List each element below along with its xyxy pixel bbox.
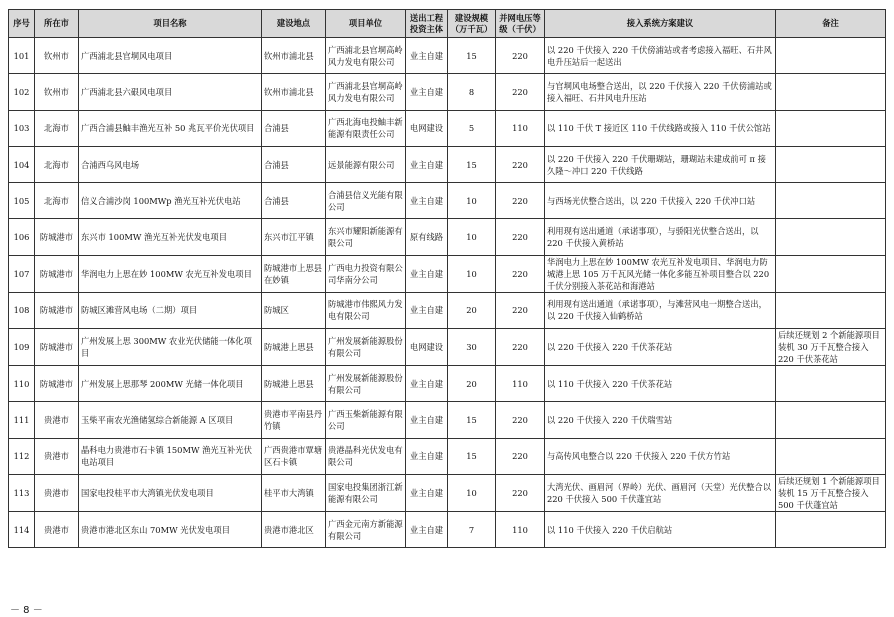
cell-location: 合浦县 — [262, 183, 326, 219]
cell-company: 广西电力投资有限公司华南分公司 — [326, 255, 406, 292]
cell-index: 109 — [9, 329, 35, 366]
cell-company: 合浦县信义光能有限公司 — [326, 183, 406, 219]
table-row — [9, 402, 886, 438]
cell-city: 防城港市 — [35, 329, 79, 366]
cell-city: 防城港市 — [35, 255, 79, 292]
table-row — [9, 110, 886, 146]
column-header: 项目名称 — [79, 10, 262, 38]
cell-scheme: 以 220 千伏接入 220 千伏瑞雪站 — [545, 402, 776, 438]
cell-index: 112 — [9, 438, 35, 474]
cell-location: 钦州市浦北县 — [262, 38, 326, 74]
cell-investor: 业主自建 — [406, 146, 448, 182]
cell-investor: 电网建设 — [406, 329, 448, 366]
cell-scheme: 与西场光伏整合送出，以 220 千伏接入 220 千伏冲口站 — [545, 183, 776, 219]
cell-project-name: 广西浦北县六硍风电项目 — [79, 74, 262, 110]
cell-investor: 电网建设 — [406, 110, 448, 146]
cell-index: 113 — [9, 474, 35, 511]
cell-remark — [776, 438, 886, 474]
cell-company: 广西北海电投鲉丰新能源有限责任公司 — [326, 110, 406, 146]
cell-voltage: 220 — [496, 219, 545, 255]
cell-location: 钦州市浦北县 — [262, 74, 326, 110]
cell-remark — [776, 74, 886, 110]
cell-investor: 业主自建 — [406, 511, 448, 547]
cell-project-name: 玉柴平南农光渔储氢综合新能源 A 区项目 — [79, 402, 262, 438]
cell-remark: 后续还规划 2 个新能源项目装机 30 万千瓦整合接入 220 千伏茶花站 — [776, 329, 886, 366]
cell-city: 防城港市 — [35, 292, 79, 328]
cell-capacity: 20 — [448, 292, 496, 328]
cell-capacity: 10 — [448, 219, 496, 255]
column-header: 建设规模（万千瓦） — [448, 10, 496, 38]
cell-voltage: 220 — [496, 474, 545, 511]
cell-capacity: 5 — [448, 110, 496, 146]
cell-location: 防城区 — [262, 292, 326, 328]
cell-city: 北海市 — [35, 110, 79, 146]
cell-location: 广西贵港市覃塘区石卡镇 — [262, 438, 326, 474]
cell-location: 贵港市平南县丹竹镇 — [262, 402, 326, 438]
cell-voltage: 220 — [496, 38, 545, 74]
cell-project-name: 东兴市 100MW 渔光互补光伏发电项目 — [79, 219, 262, 255]
cell-index: 103 — [9, 110, 35, 146]
cell-location: 贵港市港北区 — [262, 511, 326, 547]
cell-scheme: 华润电力上思在妙 100MW 农光互补发电项目、华润电力防城港上思 105 万千瓦风光储一体化多能互补项目整合以 220 千伏分别接入茶花站和海港站 — [545, 255, 776, 292]
cell-project-name: 合浦西乌风电场 — [79, 146, 262, 182]
cell-investor: 业主自建 — [406, 402, 448, 438]
table-row — [9, 474, 886, 511]
cell-location: 防城港市上思县在妙镇 — [262, 255, 326, 292]
cell-voltage: 110 — [496, 110, 545, 146]
cell-scheme: 利用现有送出通道（承诺事项），与骄阳光伏整合送出，以 220 千伏接入黄桥站 — [545, 219, 776, 255]
cell-index: 110 — [9, 366, 35, 402]
column-header: 接入系统方案建议 — [545, 10, 776, 38]
cell-voltage: 220 — [496, 74, 545, 110]
cell-index: 102 — [9, 74, 35, 110]
cell-investor: 业主自建 — [406, 292, 448, 328]
cell-project-name: 防城区滩营风电场（二期）项目 — [79, 292, 262, 328]
cell-company: 远景能源有限公司 — [326, 146, 406, 182]
cell-remark — [776, 366, 886, 402]
cell-location: 防城港上思县 — [262, 366, 326, 402]
table-header-row — [9, 10, 886, 38]
cell-voltage: 110 — [496, 511, 545, 547]
cell-capacity: 15 — [448, 438, 496, 474]
cell-voltage: 220 — [496, 146, 545, 182]
cell-investor: 业主自建 — [406, 183, 448, 219]
cell-company: 国家电投集团浙江新能源有限公司 — [326, 474, 406, 511]
cell-index: 101 — [9, 38, 35, 74]
cell-project-name: 广西合浦县鲉丰渔光互补 50 兆瓦平价光伏项目 — [79, 110, 262, 146]
cell-investor: 原有线路 — [406, 219, 448, 255]
cell-scheme: 与高传风电整合以 220 千伏接入 220 千伏方竹站 — [545, 438, 776, 474]
cell-city: 贵港市 — [35, 511, 79, 547]
cell-investor: 业主自建 — [406, 366, 448, 402]
cell-index: 105 — [9, 183, 35, 219]
column-header: 建设地点 — [262, 10, 326, 38]
cell-capacity: 10 — [448, 474, 496, 511]
cell-city: 北海市 — [35, 146, 79, 182]
cell-investor: 业主自建 — [406, 438, 448, 474]
table-row — [9, 329, 886, 366]
table-row — [9, 38, 886, 74]
column-header: 备注 — [776, 10, 886, 38]
cell-index: 111 — [9, 402, 35, 438]
column-header: 所在市 — [35, 10, 79, 38]
cell-project-name: 广西浦北县官垌风电项目 — [79, 38, 262, 74]
cell-project-name: 广州发展上思那琴 200MW 光储一体化项目 — [79, 366, 262, 402]
cell-project-name: 贵港市港北区东山 70MW 光伏发电项目 — [79, 511, 262, 547]
cell-remark — [776, 292, 886, 328]
cell-project-name: 国家电投桂平市大湾镇光伏发电项目 — [79, 474, 262, 511]
cell-remark: 后续还规划 1 个新能源项目装机 15 万千瓦整合接入 500 千伏蓬宜站 — [776, 474, 886, 511]
cell-scheme: 与官垌风电场整合送出，以 220 千伏接入 220 千伏傍浦站或接入福旺、石井风电升压站 — [545, 74, 776, 110]
table-row — [9, 74, 886, 110]
cell-index: 107 — [9, 255, 35, 292]
table-row — [9, 146, 886, 182]
cell-project-name: 晶科电力贵港市石卡镇 150MW 渔光互补光伏电站项目 — [79, 438, 262, 474]
table-row — [9, 438, 886, 474]
table-row — [9, 255, 886, 292]
cell-scheme: 大湾光伏、画眉河（界岭）光伏、画眉河（天堂）光伏整合以 220 千伏接入 500 千伏蓬宜站 — [545, 474, 776, 511]
cell-remark — [776, 255, 886, 292]
cell-city: 钦州市 — [35, 38, 79, 74]
cell-index: 104 — [9, 146, 35, 182]
cell-city: 贵港市 — [35, 402, 79, 438]
cell-company: 广州发展新能源股份有限公司 — [326, 366, 406, 402]
cell-investor: 业主自建 — [406, 38, 448, 74]
table-row — [9, 511, 886, 547]
cell-capacity: 8 — [448, 74, 496, 110]
project-table — [8, 9, 886, 548]
cell-remark — [776, 38, 886, 74]
cell-city: 钦州市 — [35, 74, 79, 110]
cell-remark — [776, 183, 886, 219]
cell-company: 广西金元南方新能源有限公司 — [326, 511, 406, 547]
table-row — [9, 183, 886, 219]
cell-capacity: 30 — [448, 329, 496, 366]
cell-company: 广西浦北县官垌高岭风力发电有限公司 — [326, 38, 406, 74]
cell-voltage: 110 — [496, 366, 545, 402]
column-header: 送出工程投资主体 — [406, 10, 448, 38]
cell-scheme: 以 220 千伏接入 220 千伏茶花站 — [545, 329, 776, 366]
table-body — [9, 38, 886, 548]
cell-capacity: 7 — [448, 511, 496, 547]
cell-remark — [776, 146, 886, 182]
cell-company: 广州发展新能源股份有限公司 — [326, 329, 406, 366]
cell-remark — [776, 511, 886, 547]
cell-index: 106 — [9, 219, 35, 255]
cell-scheme: 以 110 千伏接入 220 千伏茶花站 — [545, 366, 776, 402]
cell-project-name: 信义合浦沙岗 100MWp 渔光互补光伏电站 — [79, 183, 262, 219]
cell-city: 贵港市 — [35, 438, 79, 474]
cell-scheme: 利用现有送出通道（承诺事项），与滩营风电一期整合送出，以 220 千伏接入仙鹤桥站 — [545, 292, 776, 328]
cell-capacity: 10 — [448, 255, 496, 292]
cell-city: 防城港市 — [35, 219, 79, 255]
cell-location: 合浦县 — [262, 110, 326, 146]
cell-index: 114 — [9, 511, 35, 547]
column-header: 并网电压等级（千伏） — [496, 10, 545, 38]
cell-remark — [776, 402, 886, 438]
cell-remark — [776, 110, 886, 146]
cell-voltage: 220 — [496, 255, 545, 292]
cell-investor: 业主自建 — [406, 474, 448, 511]
table-row — [9, 366, 886, 402]
cell-city: 贵港市 — [35, 474, 79, 511]
cell-voltage: 220 — [496, 402, 545, 438]
cell-voltage: 220 — [496, 292, 545, 328]
cell-scheme: 以 220 千伏接入 220 千伏傍浦站或者考虑接入福旺、石井风电升压站后一起送出 — [545, 38, 776, 74]
cell-location: 合浦县 — [262, 146, 326, 182]
cell-scheme: 以 220 千伏接入 220 千伏珊瑚站，珊瑚站未建成前可 π 接久隆～冲口 220 千伏线路 — [545, 146, 776, 182]
page-number: － 8 － — [10, 605, 43, 616]
cell-company: 贵港晶科光伏发电有限公司 — [326, 438, 406, 474]
cell-location: 防城港上思县 — [262, 329, 326, 366]
cell-capacity: 15 — [448, 38, 496, 74]
cell-voltage: 220 — [496, 329, 545, 366]
cell-location: 东兴市江平镇 — [262, 219, 326, 255]
cell-company: 东兴市耀阳新能源有限公司 — [326, 219, 406, 255]
column-header: 序号 — [9, 10, 35, 38]
cell-project-name: 华润电力上思在妙 100MW 农光互补发电项目 — [79, 255, 262, 292]
cell-investor: 业主自建 — [406, 74, 448, 110]
cell-company: 防城港市伟熙风力发电有限公司 — [326, 292, 406, 328]
cell-index: 108 — [9, 292, 35, 328]
cell-scheme: 以 110 千伏 T 接近区 110 千伏线路或接入 110 千伏公馆站 — [545, 110, 776, 146]
cell-capacity: 10 — [448, 183, 496, 219]
cell-company: 广西浦北县官垌高岭风力发电有限公司 — [326, 74, 406, 110]
cell-voltage: 220 — [496, 183, 545, 219]
cell-scheme: 以 110 千伏接入 220 千伏启航站 — [545, 511, 776, 547]
cell-remark — [776, 219, 886, 255]
cell-location: 桂平市大湾镇 — [262, 474, 326, 511]
cell-project-name: 广州发展上思 300MW 农业光伏储能一体化项目 — [79, 329, 262, 366]
cell-capacity: 20 — [448, 366, 496, 402]
column-header: 项目单位 — [326, 10, 406, 38]
cell-capacity: 15 — [448, 402, 496, 438]
cell-voltage: 220 — [496, 438, 545, 474]
cell-company: 广西玉柴新能源有限公司 — [326, 402, 406, 438]
table-row — [9, 219, 886, 255]
table-row — [9, 292, 886, 328]
cell-investor: 业主自建 — [406, 255, 448, 292]
cell-city: 防城港市 — [35, 366, 79, 402]
cell-capacity: 15 — [448, 146, 496, 182]
cell-city: 北海市 — [35, 183, 79, 219]
